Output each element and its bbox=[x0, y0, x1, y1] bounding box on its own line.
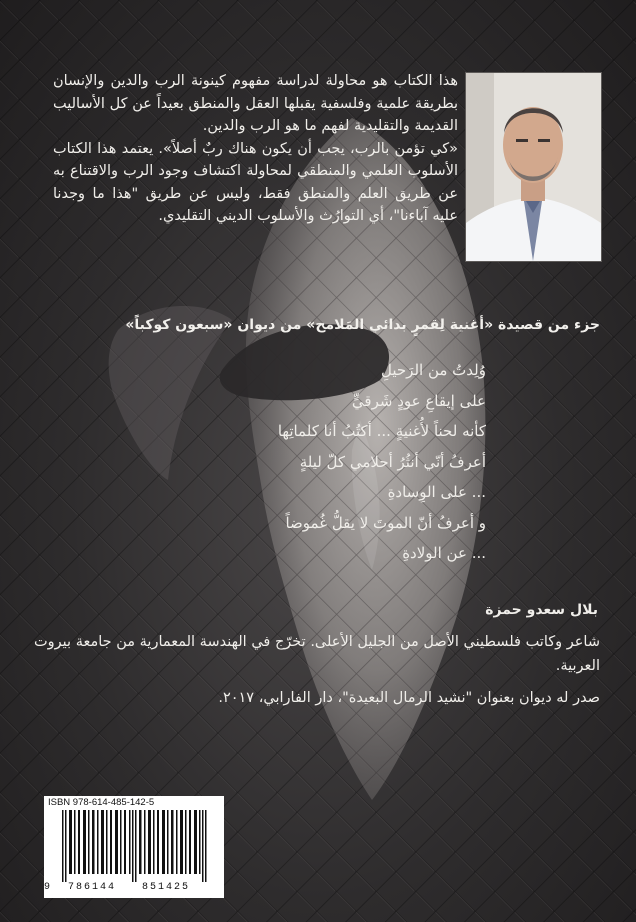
poem-line: و أعرفُ أنّ الموتَ لا يقلُّ غُموضاً bbox=[285, 513, 486, 532]
poem-line: ... عن الولادةِ bbox=[402, 544, 486, 562]
poem-line: أعرفُ أنّي أنثُرُ أحلامي كلّ ليلةٍ bbox=[299, 452, 486, 471]
bio-paragraph: صدر له ديوان بعنوان "نشيد الرمال البعيدة"، دار الفارابي، ٢٠١٧. bbox=[218, 690, 600, 706]
barcode-icon bbox=[50, 810, 218, 882]
poem-line: على إيقاعِ عودٍ شَرقيٍّ bbox=[351, 391, 486, 410]
description-paragraph: هذا الكتاب هو محاولة لدراسة مفهوم كينونة الرب والدين والإنسان بطريقة علمية وفلسفية يقبلها العقل والمنطق بعيداً عن كل الأساليب القديمة والتقليدية لفهم ما هو الرب والدين. bbox=[53, 73, 458, 134]
poem-line: ... على الوِسادةِ bbox=[387, 483, 486, 501]
poem-line: كأنه لحناً لأُغنيةٍ ... أكتُبُ أنا كلماتِها bbox=[277, 422, 486, 440]
poem-line: وُلِدتُ من الرَحيلِ bbox=[381, 361, 486, 379]
barcode-digits-left: 786144 bbox=[68, 882, 117, 893]
author-photo bbox=[465, 72, 602, 262]
author-bio bbox=[30, 630, 600, 710]
isbn-label: ISBN 978-614-485-142-5 bbox=[48, 797, 155, 808]
barcode-digits-right: 851425 bbox=[142, 882, 191, 893]
description-paragraph: «كي تؤمن بالرب، يجب أن يكون هناك ربٌ أصلاً». يعتمد هذا الكتاب الأسلوب العلمي والمنطقي لمحاولة اكتشاف وجود الرب والاقتناع به عن طريق العلم والمنطق فقط، وليس عن طريق "هذا ما وجدنا عليه آباءنا"، أي التوارُث والأسلوب الديني التقليدي. bbox=[53, 140, 458, 224]
author-name: بلال سعدو حمزة bbox=[485, 602, 598, 618]
bio-paragraph: شاعر وكاتب فلسطيني الأصل من الجليل الأعلى. تخرّج في الهندسة المعمارية من جامعة بيروت العربية. bbox=[34, 634, 600, 674]
book-description bbox=[53, 70, 458, 228]
poem-heading: جزء من قصيدة «أغنية لِقمرٍ بدائي المَلامح» من ديوان «سبعون كوكباً» bbox=[125, 317, 600, 333]
isbn-barcode-box bbox=[44, 796, 224, 898]
barcode-digit-first: 9 bbox=[44, 882, 51, 893]
poem-excerpt bbox=[86, 355, 486, 569]
